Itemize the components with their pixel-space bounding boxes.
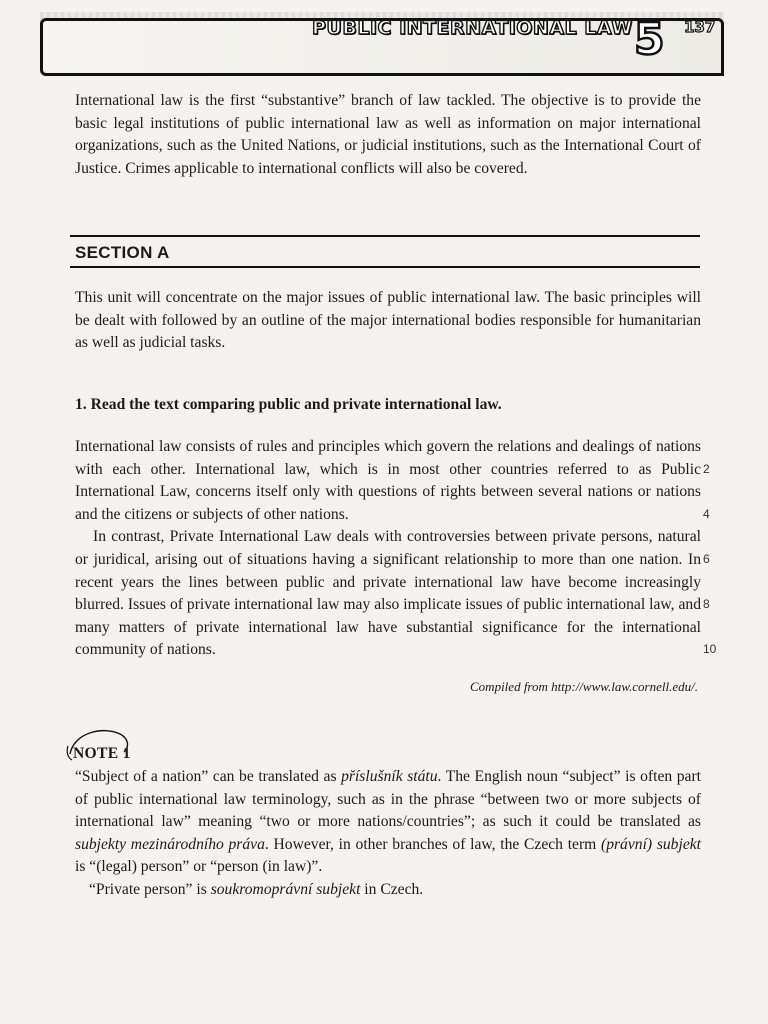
page-number: 137 [684, 18, 716, 36]
section-title: SECTION A [75, 243, 170, 262]
reading-text [75, 436, 701, 662]
line-number: 6 [703, 552, 710, 566]
section-bottom-rule [70, 266, 700, 268]
line-number: 8 [703, 597, 710, 611]
note-text-segment: . However, in other branches of law, the Czech term [264, 835, 601, 853]
reading-paragraph-2: In contrast, Private International Law deals with controversies between private persons, natural or juridical, arising out of situations having a significant relationship to more than one nation. In recent years the lines between public and private international law have become increasingly blurred. Issues of private international law may also implicate issues of public international law, and many matters of private international law have substantial significance for the international community of nations. [75, 528, 701, 659]
source-citation: Compiled from http://www.law.cornell.edu/. [470, 679, 698, 694]
czech-term: příslušník státu [341, 768, 438, 785]
reading-paragraph-1: International law consists of rules and principles which govern the relations and dealings of nations with each other. International law, which is in most other countries referred to as Public International Law, concerns itself only with questions of rights between several nations or nations and the citizens or subjects of other nations. [75, 438, 701, 523]
section-top-rule [70, 235, 700, 237]
line-number: 4 [703, 507, 710, 521]
line-number: 10 [703, 642, 717, 656]
note-text-segment: is “(legal) person” or “person (in law)”. [75, 858, 323, 876]
note-paragraph-2 [75, 879, 701, 902]
chapter-title: PUBLIC INTERNATIONAL LAW [312, 17, 633, 39]
note-label: NOTE 1 [73, 745, 131, 762]
czech-term: (právní) subjekt [601, 835, 701, 853]
note-text [75, 766, 701, 902]
note-text-segment: . The English noun “subject” is often part of public international law terminology, such as in the phrase “between two or more subjects of international law” meaning “two or more nations/countries”; as such it could be translated as [75, 768, 701, 831]
czech-term: subjekty mezinárodního práva [75, 835, 265, 853]
intro-paragraph: International law is the first “substantive” branch of law tackled. The objective is to provide the basic legal institutions of public international law as well as information on major international organizations, such as the United Nations, or judicial institutions, such as the International Court of Justice. Crimes applicable to international conflicts will also be covered. [75, 92, 701, 177]
chapter-number: 5 [634, 14, 665, 65]
line-number: 2 [703, 462, 710, 476]
note-text-segment: in Czech. [360, 880, 424, 898]
section-intro-paragraph: This unit will concentrate on the major issues of public international law. The basic principles will be dealt with followed by an outline of the major international bodies responsible for humanitarian as well as judicial tasks. [75, 289, 701, 352]
note-text-segment: “Subject of a nation” can be translated as [75, 768, 342, 785]
czech-term: soukromoprávní subjekt [210, 880, 361, 898]
exercise-heading: 1. Read the text comparing public and private international law. [75, 396, 502, 413]
note-text-segment: “Private person” is [89, 880, 211, 898]
note-paragraph-1 [75, 766, 701, 879]
